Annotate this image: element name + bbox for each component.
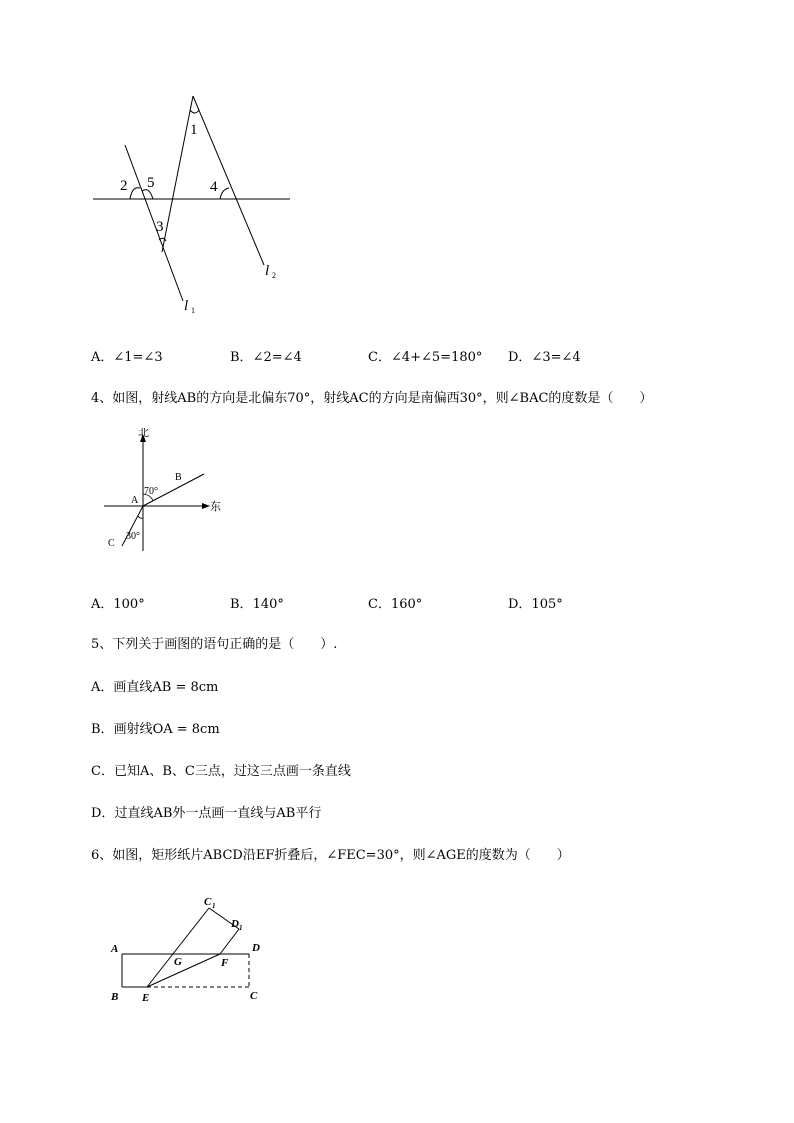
q5-stem: 5、下列关于画图的语句正确的是（ ）.: [91, 637, 338, 652]
label-f: F: [221, 957, 229, 969]
option-letter: C．: [91, 764, 114, 779]
q4-stem: 4、如图，射线AB的方向是北偏东70°，射线AC的方向是南偏西30°，则∠BAC的度数是（ ）: [91, 391, 653, 406]
option-letter: B．: [230, 597, 253, 612]
q5-option-d[interactable]: [91, 802, 321, 821]
label-c: C: [250, 990, 258, 1002]
option-letter: C．: [368, 597, 391, 612]
option-text: ∠2=∠4: [252, 350, 302, 365]
q4-option-a[interactable]: [91, 593, 145, 612]
line-l1: [125, 145, 183, 301]
option-text: 105°: [531, 597, 563, 612]
label-c1-sub: 1: [212, 902, 216, 910]
option-letter: D．: [91, 806, 115, 821]
label-d1: D: [231, 918, 239, 930]
label-d1-sub: 1: [239, 924, 243, 932]
q4-option-c[interactable]: [368, 593, 422, 612]
q3-option-c[interactable]: [368, 346, 482, 365]
figure-compass-directions: [100, 428, 230, 558]
q3-option-a[interactable]: [91, 346, 163, 365]
line-label-l2-sub: 2: [272, 271, 276, 280]
line-label-l2: l: [265, 263, 270, 279]
q6-stem: 6、如图，矩形纸片ABCD沿EF折叠后，∠FEC=30°，则∠AGE的度数为（ ）: [91, 848, 570, 863]
fold-line-ef: [147, 954, 220, 987]
label-a: A: [111, 943, 119, 955]
angle-label-3: 3: [156, 219, 164, 235]
label-d: D: [252, 942, 260, 954]
option-text: 100°: [113, 597, 145, 612]
line-l2: [193, 96, 264, 265]
option-text: 画直线AB = 8cm: [113, 680, 219, 695]
point-a-label: A: [131, 495, 139, 506]
segment-d1f: [220, 929, 239, 954]
option-letter: A．: [91, 597, 114, 612]
q5-option-a[interactable]: [91, 676, 218, 695]
option-text: 过直线AB外一点画一直线与AB平行: [114, 806, 322, 821]
angle-4-arc: [220, 188, 229, 199]
point-c-label: C: [108, 538, 115, 549]
label-b: B: [111, 991, 119, 1003]
label-e: E: [142, 992, 150, 1004]
option-text: ∠3=∠4: [531, 350, 581, 365]
option-letter: A．: [91, 680, 114, 695]
label-c1: C: [204, 896, 212, 908]
option-letter: B．: [91, 722, 114, 737]
angle-70-label: 70°: [144, 486, 158, 497]
option-letter: D．: [508, 597, 532, 612]
east-label: 东: [210, 501, 221, 513]
angle-label-2: 2: [120, 178, 128, 194]
q5-option-b[interactable]: [91, 718, 220, 737]
label-g: G: [174, 956, 182, 968]
option-text: ∠1=∠3: [113, 350, 163, 365]
q3-option-d[interactable]: [508, 346, 581, 365]
q3-option-b[interactable]: [230, 346, 302, 365]
angle-1-arc: [190, 110, 199, 113]
line-label-l1: l: [184, 298, 189, 314]
option-text: 140°: [252, 597, 284, 612]
option-text: 画射线OA = 8cm: [113, 722, 220, 737]
figure-folded-rectangle: [105, 890, 275, 1010]
angle-30-label: 30°: [126, 531, 140, 542]
q4-option-d[interactable]: [508, 593, 563, 612]
east-arrow: [202, 503, 210, 509]
option-text: 已知A、B、C三点，过这三点画一条直线: [113, 764, 351, 779]
angle-label-1: 1: [190, 122, 198, 138]
q4-option-b[interactable]: [230, 593, 284, 612]
angle-30-arc: [138, 516, 143, 518]
segment-ec1: [147, 908, 209, 987]
option-letter: C．: [368, 350, 391, 365]
line-label-l1-sub: 1: [191, 306, 195, 315]
point-b-label: B: [175, 472, 182, 483]
north-label: 北: [138, 428, 149, 439]
option-text: ∠4+∠5=180°: [390, 350, 483, 365]
angle-label-4: 4: [210, 179, 218, 195]
option-letter: A．: [91, 350, 114, 365]
q5-option-c[interactable]: [91, 760, 351, 779]
option-letter: D．: [508, 350, 532, 365]
figure-parallel-lines: [80, 88, 310, 323]
angle-label-5: 5: [147, 175, 155, 191]
angle-2-arc: [130, 188, 140, 199]
option-letter: B．: [230, 350, 253, 365]
transversal-segment: [162, 96, 193, 252]
option-text: 160°: [390, 597, 423, 612]
